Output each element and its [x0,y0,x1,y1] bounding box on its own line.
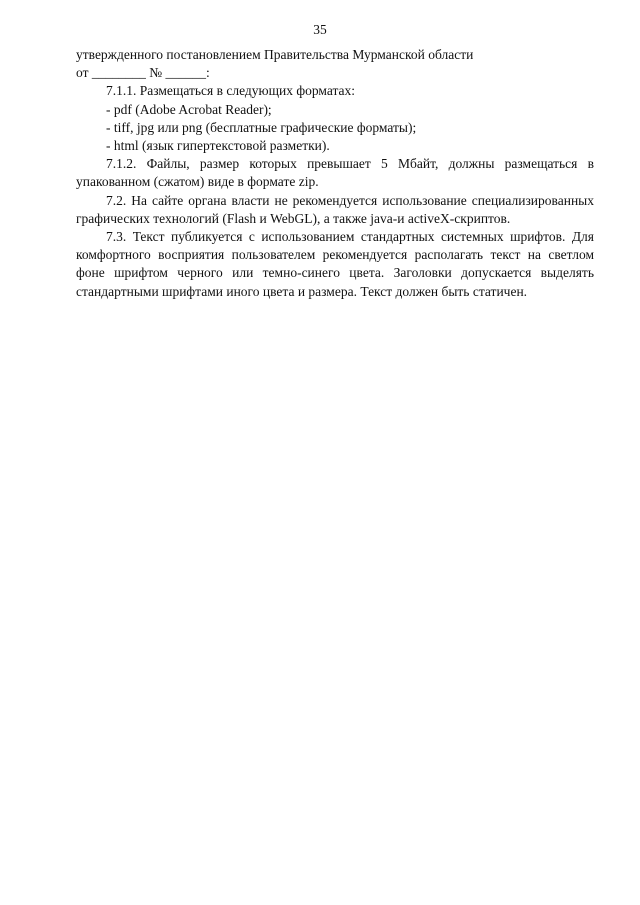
paragraph-7-2: 7.2. На сайте органа власти не рекомендуется использование специализированных графических технологий (Flash и WebGL), а также java-и activeX-скриптов. [76,192,594,226]
paragraph-7-1-1: 7.1.1. Размещаться в следующих форматах: [106,83,356,99]
paragraph-7-3: 7.3. Текст публикуется с использованием стандартных системных шрифтов. Для комфортного восприятия пользователем рекомендуется располагать текст на светлом фоне шрифтом черного или темно-синего цвета. Заголовки допускается выделять стандартными шрифтами иного цвета и размера. Текст должен быть статичен. [76,229,594,299]
page-number: 35 [313,22,327,37]
paragraph-continuation-line-1: утвержденного постановлением Правительства Мурманской области [76,47,474,62]
list-item-html: - html (язык гипертекстовой разметки). [106,138,330,154]
document-body [76,46,594,301]
list-item-tiff-jpg-png: - tiff, jpg или png (бесплатные графические форматы); [106,119,417,135]
paragraph-continuation-line-2: от ________ № ______: [76,65,210,81]
list-item-pdf: - pdf (Adobe Acrobat Reader); [106,101,272,117]
paragraph-7-1-2: 7.1.2. Файлы, размер которых превышает 5 Мбайт, должны размещаться в упакованном (сжатом) виде в формате zip. [76,156,594,190]
